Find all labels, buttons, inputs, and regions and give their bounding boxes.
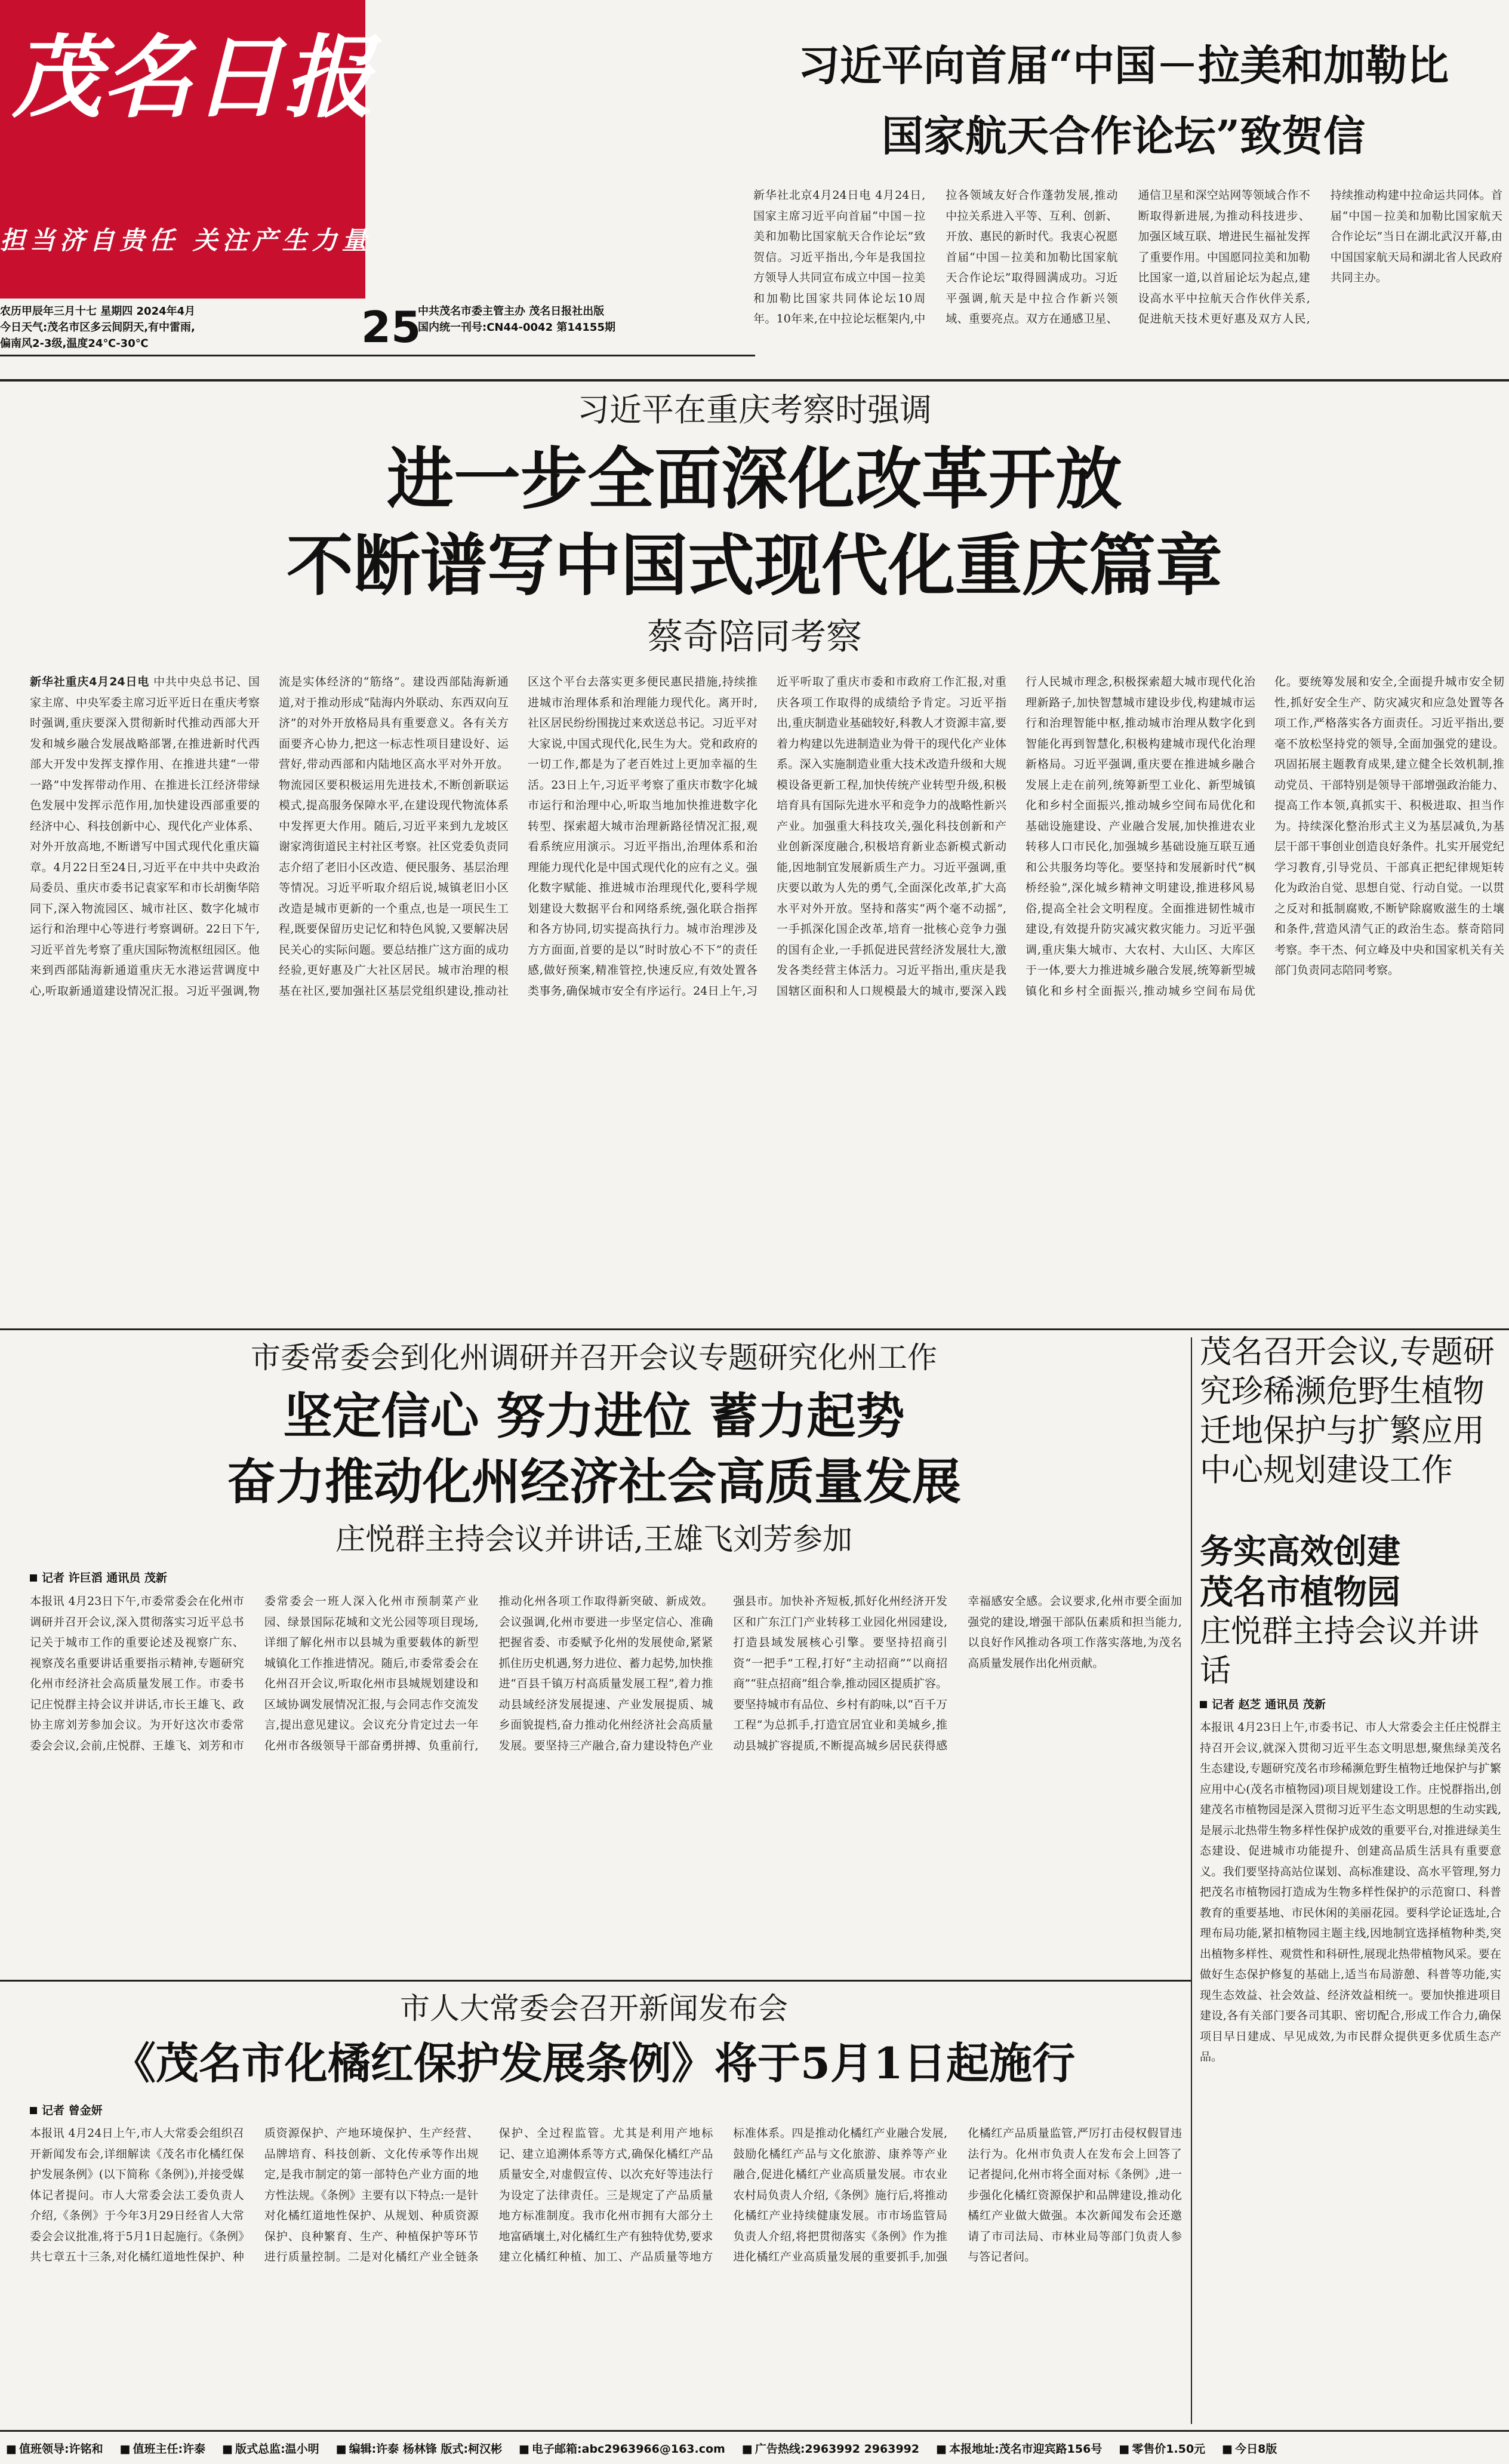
masthead-info-left	[0, 303, 357, 352]
story2-headline-line2: 奋力推动化州经济社会高质量发展	[226, 1453, 961, 1511]
footer-bar	[0, 2430, 1509, 2464]
footer-duty-director: ■ 值班主任:许泰	[120, 2440, 206, 2456]
footer-ad-hotline: ■ 广告热线:2963992 2963992	[742, 2440, 919, 2456]
masthead-info-right	[418, 303, 752, 336]
story3-subhead	[1200, 1531, 1501, 1613]
footer-layout-director: ■ 版式总监:温小明	[222, 2440, 319, 2456]
column-divider	[1191, 1337, 1192, 2424]
story1-body: 新华社重庆4月24日电 中共中央总书记、国家主席、中央军委主席习近平近日在重庆考察时强调,重庆要深入贯彻新时代推动西部大开发和城乡融合发展战略部署,在推进新时代西部大开发中发挥支撑作用、在推进共建“一带一路”中发挥带动作用、在推进长江经济带绿色发展中发挥示范作用,加快建设西部重要的经济中心、科技创新中心、现代化产业体系、对外开放高地,不断谱写中国式现代化重庆篇章。4月22日至24日,习近平在中共中央政治局委员、重庆市委书记袁家军和市长胡衡华陪同下,深入物流园区、城市社区、数字化城市运行和治理中心等进行考察调研。22日下午,习近平首先考察了重庆国际物流枢纽园区。他来到西部陆海新通道重庆无水港运营调度中心,听取新通道建设情况汇报。习近平强调,物流是实体经济的“筋络”。建设西部陆海新通道,对于推动形成“陆海内外联动、东西双向互济”的对外开放格局具有重要意义。各有关方面要齐心协力,把这一标志性项目建设好、运营好,带动西部和内陆地区高水平对外开放。物流园区要积极运用先进技术,不断创新联运模式,提高服务保障水平,在建设现代物流体系中发挥更大作用。随后,习近平来到九龙坡区谢家湾街道民主村社区考察。社区党委负责同志介绍了老旧小区改造、便民服务、基层治理等情况。习近平听取介绍后说,城镇老旧小区改造是城市更新的一个重点,也是一项民生工程,既要保留历史记忆和特色风貌,又要解决居民关心的实际问题。要总结推广这方面的成功经验,更好惠及广大社区居民。城市治理的根基在社区,要加强社区基层党组织建设,推动社区这个平台去落实更多便民惠民措施,持续推进城市治理体系和治理能力现代化。离开时,社区居民纷纷围拢过来欢送总书记。习近平对大家说,中国式现代化,民生为大。党和政府的一切工作,都是为了老百姓过上更加幸福的生活。23日上午,习近平考察了重庆市数字化城市运行和治理中心,听取当地加快推进数字化转型、探索超大城市治理新路径情况汇报,观看系统应用演示。习近平指出,治理体系和治理能力现代化是中国式现代化的应有之义。强化数字赋能、推进城市治理现代化,要科学规划建设大数据平台和网络系统,强化联合指挥和各方协同,切实提高执行力。城市治理涉及方方面面,首要的是以“时时放心不下”的责任感,做好预案,精准管控,快速反应,有效处置各类事务,确保城市安全有序运行。24日上午,习近平听取了重庆市委和市政府工作汇报,对重庆各项工作取得的成绩给予肯定。习近平指出,重庆制造业基础较好,科教人才资源丰富,要着力构建以先进制造业为骨干的现代化产业体系。深入实施制造业重大技术改造升级和大规模设备更新工程,加快传统产业转型升级,积极培育具有国际先进水平和竞争力的战略性新兴产业。加强重大科技攻关,强化科技创新和产业创新深度融合,积极培育新业态新模式新动能,因地制宜发展新质生产力。习近平强调,重庆要以敢为人先的勇气,全面深化改革,扩大高水平对外开放。坚持和落实“两个毫不动摇”,一手抓深化国企改革,培育一批核心竞争力强的国有企业,一手抓促进民营经济发展壮大,激发各类经营主体活力。习近平指出,重庆是我国辖区面积和人口规模最大的城市,要深入践行人民城市理念,积极探索超大城市现代化治理新路子,加快智慧城市建设步伐,构建城市运行和治理智能中枢,推动城市治理从数字化到智能化再到智慧化,积极构建城市现代化治理新格局。习近平强调,重庆要在推进城乡融合发展上走在前列,统筹新型工业化、新型城镇化和乡村全面振兴,推动城乡空间布局优化和基础设施建设、产业融合发展,加快推进农业转移人口市民化,加强城乡基础设施互联互通和公共服务均等化。要坚持和发展新时代“枫桥经验”,深化城乡精神文明建设,推进移风易俗,提高全社会文明程度。全面推进韧性城市建设,有效提升防灾减灾救灾能力。习近平强调,重庆集大城市、大农村、大山区、大库区于一体,要大力推进城乡融合发展,统筹新型城镇化和乡村全面振兴,推动城乡空间布局优化。要统筹发展和安全,全面提升城市安全韧性,抓好安全生产、防灾减灾和应急处置等各项工作,严格落实各方面责任。习近平指出,要毫不放松坚持党的领导,全面加强党的建设。巩固拓展主题教育成果,建立健全长效机制,推动党员、干部特别是领导干部增强政治能力、提高工作本领,真抓实干、积极进取、担当作为。持续深化整治形式主义为基层减负,为基层干部干事创业创造良好条件。扎实开展党纪学习教育,引导党员、干部真正把纪律规矩转化为政治自觉、思想自觉、行动自觉。一以贯之反对和抵制腐败,不断铲除腐败滋生的土壤和条件,营造风清气正的政治生态。蔡奇陪同考察。李干杰、何立峰及中央和国家机关有关部门负责同志陪同考察。	[30, 675, 1504, 998]
story3-byline: 记者 赵芝 通讯员 茂新	[1200, 1696, 1326, 1712]
masthead-divider	[0, 355, 755, 356]
story1-subhead: 蔡奇陪同考察	[647, 616, 862, 658]
story4-headline: 《茂名市化橘红保护发展条例》将于5月1日起施行	[112, 2038, 1076, 2088]
story4-body: 本报讯 4月24日上午,市人大常委会组织召开新闻发布会,详细解读《茂名市化橘红保护发展条例》(以下简称《条例》),并接受媒体记者提问。市人大常委会法工委负责人介绍,《条例》于今年3月29日经省人大常委会会议批准,将于5月1日起施行。《条例》共七章五十三条,对化橘红道地性保护、种质资源保护、产地环境保护、生产经营、品牌培育、科技创新、文化传承等作出规定,是我市制定的第一部特色产业方面的地方性法规。《条例》主要有以下特点:一是针对化橘红道地性保护、从规划、种质资源保护、良种繁育、生产、种植保护等环节进行质量控制。二是对化橘红产业全链条保护、全过程监管。尤其是利用产地标记、建立追溯体系等方式,确保化橘红产品质量安全,对虚假宣传、以次充好等违法行为设定了法律责任。三是规定了产品质量地方标准制度。我市化州市拥有大部分土地富硒壤土,对化橘红生产有独特优势,要求建立化橘红种植、加工、产品质量等地方标准体系。四是推动化橘红产业融合发展,鼓励化橘红产品与文化旅游、康养等产业融合,促进化橘红产业高质量发展。市农业农村局负责人介绍,《条例》施行后,将推动化橘红产业持续健康发展。市市场监管局负责人介绍,将把贯彻落实《条例》作为推进化橘红产业高质量发展的重要抓手,加强化橘红产品质量监管,严厉打击侵权假冒违法行为。化州市负责人在发布会上回答了记者提问,化州市将全面对标《条例》,进一步强化化橘红资源保护和品牌建设,推动化橘红产业做大做强。本次新闻发布会还邀请了市司法局、市林业局等部门负责人参与答记者问。	[30, 2127, 1182, 2263]
footer-editors: ■ 编辑:许泰 杨林锋 版式:柯汉彬	[336, 2440, 502, 2456]
masthead-slogan: 担当济自贵任 关注产生力量	[0, 226, 372, 255]
weather-text: 今日天气:茂名市区多云间阴天,有中雷雨,	[0, 321, 195, 334]
footer-address: ■ 本报地址:茂名市迎宾路156号	[936, 2440, 1102, 2456]
story2-subhead: 庄悦群主持会议并讲话,王雄飞刘芳参加	[335, 1522, 852, 1556]
lead-body: 新华社北京4月24日电 4月24日,国家主席习近平向首届“中国－拉美和加勒比国家航天合作论坛”致贺信。习近平指出,今年是我国拉方领导人共同宣布成立中国－拉美和加勒比国家共同体论坛10周年。10年来,在中拉论坛框架内,中拉各领域友好合作蓬勃发展,推动中拉关系进入平等、互利、创新、开放、惠民的新时代。我衷心祝愿首届“中国－拉美和加勒比国家航天合作论坛”取得圆满成功。习近平强调,航天是中拉合作新兴领域、重要亮点。双方在通感卫星、通信卫星和深空站网等领域合作不断取得新进展,为推动科技进步、加强区域互联、增进民生福祉发挥了重要作用。中国愿同拉美和加勒比国家一道,以首届论坛为起点,建设高水平中拉航天合作伙伴关系,促进航天技术更好惠及双方人民,持续推动构建中拉命运共同体。首届“中国－拉美和加勒比国家航天合作论坛”当日在湖北武汉开幕,由中国国家航天局和湖北省人民政府共同主办。	[753, 189, 1502, 325]
story4-kicker: 市人大常委会召开新闻发布会	[400, 1991, 788, 2026]
story4-byline: 记者 曾金妍	[30, 2102, 103, 2118]
story3-body: 本报讯 4月23日上午,市委书记、市人大常委会主任庄悦群主持召开会议,就深入贯彻习近平生态文明思想,聚焦绿美茂名生态建设,专题研究茂名市珍稀濒危野生植物迁地保护与扩繁应用中心(茂名市植物园)项目规划建设工作。庄悦群指出,创建茂名市植物园是深入贯彻习近平生态文明思想的生动实践,是展示北热带生物多样性保护成效的重要平台,对推进绿美生态建设、促进城市功能提升、创建高品质生活具有重要意义。我们要坚持高站位谋划、高标准建设、高水平管理,努力把茂名市植物园打造成为生物多样性保护的示范窗口、科普教育的重要基地、市民休闲的美丽花园。要科学论证选址,合理布局功能,紧扣植物园主题主线,因地制宜选择植物种类,突出植物多样性、观赏性和科研性,展现北热带植物风采。要在做好生态保护修复的基础上,适当布局游憩、科普等功能,实现生态效益、社会效益、经济效益相统一。要加快推进项目建设,各有关部门要各司其职、密切配合,形成工作合力,确保项目早日建成、早见成效,为市民群众提供更多优质生态产品。	[1200, 1721, 1501, 2063]
story1-headline-line1: 进一步全面深化改革开放	[387, 440, 1122, 518]
footer-duty-leader: ■ 值班领导:许铭和	[6, 2440, 103, 2456]
sponsor-text: 中共茂名市委主管主办 茂名日报社出版	[418, 305, 605, 318]
footer-price: ■ 零售价1.50元	[1119, 2440, 1205, 2456]
lead-headline-line2: 国家航天合作论坛”致贺信	[881, 111, 1366, 161]
story2-headline-line1: 坚定信心 努力进位 蓄力起势	[283, 1388, 905, 1445]
section-divider-2	[0, 1328, 1509, 1330]
story2-body: 本报讯 4月23日下午,市委常委会在化州市调研并召开会议,深入贯彻落实习近平总书记关于城市工作的重要论述及视察广东、视察茂名重要讲话重要指示精神,专题研究化州市经济社会高质量发展工作。市委书记庄悦群主持会议并讲话,市长王雄飞、政协主席刘芳参加会议。为开好这次市委常委会会议,会前,庄悦群、王雄飞、刘芳和市委常委会一班人深入化州市预制菜产业园、绿景国际花城和文光公园等项目现场,详细了解化州市以县城为重要载体的新型城镇化工作推进情况。随后,市委常委会在化州召开会议,听取化州市县城规划建设和区域协调发展情况汇报,与会同志作交流发言,提出意见建议。会议充分肯定过去一年化州市各级领导干部奋勇拼搏、负重前行,推动化州各项工作取得新突破、新成效。会议强调,化州市要进一步坚定信心、准确把握省委、市委赋予化州的发展使命,紧紧抓住历史机遇,努力进位、蓄力起势,加快推进“百县千镇万村高质量发展工程”,着力推动县域经济发展提速、产业发展提质、城乡面貌提档,奋力推动化州经济社会高质量发展。要坚持三产融合,奋力建设特色产业强县市。加快补齐短板,抓好化州经济开发区和广东江门产业转移工业园化州园建设,打造县域发展核心引擎。要坚持招商引资“一把手”工程,打好“主动招商”“以商招商”“驻点招商”组合拳,推动园区提质扩容。要坚持城市有品位、乡村有韵味,以“百千万工程”为总抓手,打造宜居宜业和美城乡,推动县城扩容提质,不断提高城乡居民获得感幸福感安全感。会议要求,化州市要全面加强党的建设,增强干部队伍素质和担当能力,以良好作风推动各项工作落实落地,为茂名高质量发展作出化州贡献。	[30, 1595, 1182, 1752]
story3-subhead-3: 庄悦群主持会议并讲话	[1200, 1614, 1480, 1689]
footer-email[interactable]: ■ 电子邮箱:abc2963966@163.com	[519, 2440, 725, 2456]
story3-subhead-line1: 务实高效创建	[1200, 1532, 1400, 1571]
story1-dateline: 新华社重庆4月24日电	[30, 675, 150, 688]
story1-headline-line2: 不断谱写中国式现代化重庆篇章	[287, 527, 1222, 605]
lead-headline-line1: 习近平向首届“中国－拉美和加勒比	[797, 41, 1449, 90]
issn-text: 国内统一刊号:CN44-0042 第14155期	[418, 321, 615, 334]
story1-kicker: 习近平在重庆考察时强调	[577, 391, 932, 429]
day-number: 25	[361, 302, 421, 352]
story3-subhead-line2: 茂名市植物园	[1200, 1573, 1400, 1612]
story2-kicker: 市委常委会到化州调研并召开会议专题研究化州工作	[251, 1340, 937, 1375]
section-divider-1	[0, 379, 1509, 382]
newspaper-title: 茂名日报	[12, 25, 375, 130]
masthead	[0, 0, 375, 299]
section-divider-3	[0, 1980, 1191, 1982]
calendar-text: 农历甲辰年三月十七 星期四 2024年4月	[0, 305, 196, 318]
story3-headline: 茂名召开会议,专题研究珍稀濒危野生植物迁地保护与扩繁应用中心规划建设工作	[1200, 1334, 1495, 1488]
weather-text-2: 偏南风2-3级,温度24℃-30℃	[0, 337, 149, 350]
footer-pages: ■ 今日8版	[1222, 2440, 1277, 2456]
story2-byline: 记者 许巨滔 通讯员 茂新	[30, 1569, 167, 1585]
